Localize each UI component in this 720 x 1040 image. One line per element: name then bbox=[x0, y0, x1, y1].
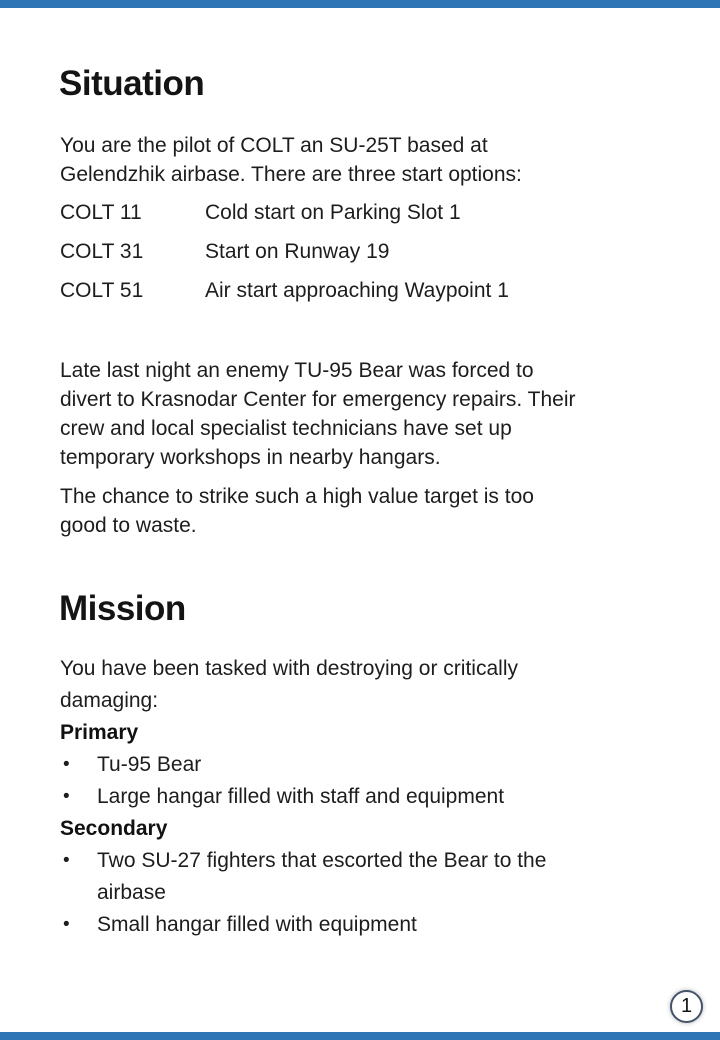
text-line: temporary workshops in nearby hangars. bbox=[60, 446, 441, 469]
text-line: Tu-95 Bear bbox=[97, 753, 202, 776]
option-description: Air start approaching Waypoint 1 bbox=[205, 279, 509, 302]
top-accent-bar bbox=[0, 0, 720, 8]
primary-targets-label: Primary bbox=[60, 721, 139, 744]
option-description: Start on Runway 19 bbox=[205, 240, 390, 263]
start-option-row bbox=[60, 237, 509, 266]
option-callsign: COLT 51 bbox=[60, 279, 144, 302]
start-options-list bbox=[60, 198, 509, 315]
start-option-row bbox=[60, 198, 509, 227]
text-line: airbase bbox=[97, 881, 166, 904]
mission-body bbox=[60, 653, 546, 941]
option-description: Cold start on Parking Slot 1 bbox=[205, 201, 461, 224]
primary-target-item bbox=[60, 749, 546, 781]
situation-heading: Situation bbox=[59, 64, 205, 103]
bullet-icon: • bbox=[63, 754, 70, 775]
situation-value-paragraph bbox=[60, 482, 534, 540]
text-line: divert to Krasnodar Center for emergency repairs. Their bbox=[60, 388, 576, 411]
bullet-icon: • bbox=[63, 914, 70, 935]
situation-background-paragraph bbox=[60, 356, 576, 472]
bullet-icon: • bbox=[63, 850, 70, 871]
text-line: damaging: bbox=[60, 689, 159, 712]
secondary-targets-label: Secondary bbox=[60, 817, 168, 840]
text-line: crew and local specialist technicians have set up bbox=[60, 417, 512, 440]
text-line: Gelendzhik airbase. There are three start options: bbox=[60, 163, 522, 186]
situation-intro-paragraph bbox=[60, 131, 522, 189]
text-line: The chance to strike such a high value target is too bbox=[60, 485, 534, 508]
option-callsign: COLT 31 bbox=[60, 240, 144, 263]
text-line: Small hangar filled with equipment bbox=[97, 913, 417, 936]
mission-heading: Mission bbox=[59, 589, 186, 628]
secondary-target-item bbox=[60, 845, 546, 909]
page-number-badge bbox=[670, 990, 703, 1023]
text-line: Large hangar filled with staff and equipment bbox=[97, 785, 505, 808]
bottom-accent-bar bbox=[0, 1032, 720, 1040]
secondary-target-item bbox=[60, 909, 546, 941]
text-line: You are the pilot of COLT an SU-25T based at bbox=[60, 134, 488, 157]
bullet-icon: • bbox=[63, 786, 70, 807]
text-line: Late last night an enemy TU-95 Bear was forced to bbox=[60, 359, 534, 382]
primary-target-item bbox=[60, 781, 546, 813]
start-option-row bbox=[60, 276, 509, 305]
text-line: You have been tasked with destroying or critically bbox=[60, 657, 518, 680]
text-lines bbox=[97, 845, 546, 909]
option-callsign: COLT 11 bbox=[60, 201, 142, 224]
page-number: 1 bbox=[680, 995, 693, 1017]
text-line: good to waste. bbox=[60, 514, 197, 537]
text-line: Two SU-27 fighters that escorted the Bear to the bbox=[97, 849, 547, 872]
